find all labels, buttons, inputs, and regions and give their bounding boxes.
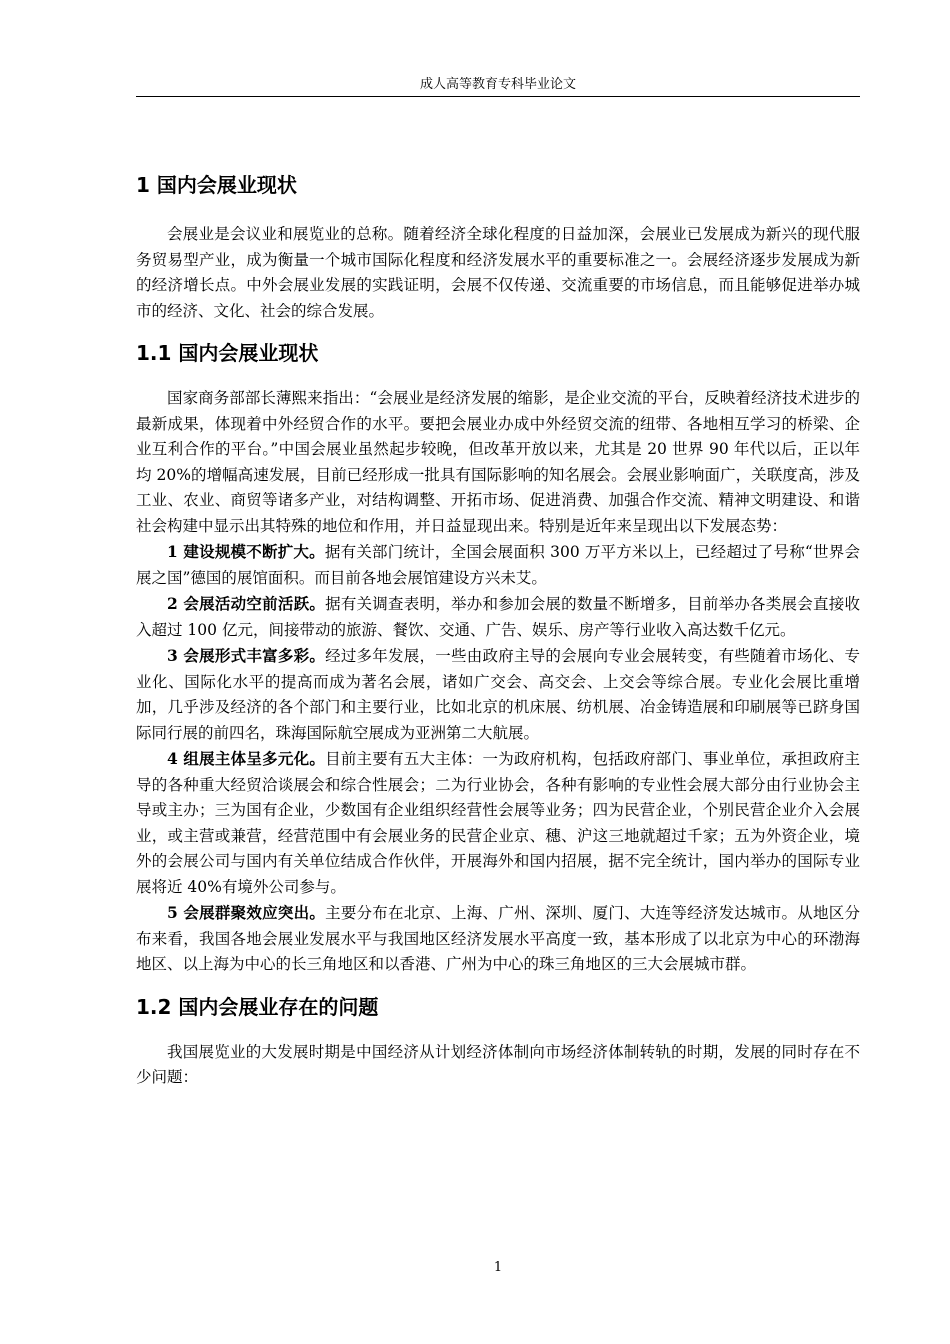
list-item-3-lead: 3 会展形式丰富多彩。	[167, 646, 326, 665]
list-item-1-lead: 1 建设规模不断扩大。	[167, 542, 325, 561]
paragraph-quote: 国家商务部部长薄熙来指出：“会展业是经济发展的缩影，是企业交流的平台，反映着经济技术进步的最新成果，体现着中外经贸合作的水平。要把会展业办成中外经贸交流的纽带、各地相互学习的桥梁、企业互利合作的平台。”中国会展业虽然起步较晚，但改革开放以来，尤其是 20 世界 90 年代以后，正以年均 20%的增幅高速发展，目前已经形成一批具有国际影响的知名展会。会展业影响面广，关联度高，涉及工业、农业、商贸等诸多产业，对结构调整、开拓市场、促进消费、加强合作交流、精神文明建设、和谐社会构建中显示出其特殊的地位和作用，并日益显现出来。特别是近年来呈现出以下发展态势：	[136, 389, 860, 535]
paragraph-intro: 会展业是会议业和展览业的总称。随着经济全球化程度的日益加深，会展业已发展成为新兴的现代服务贸易型产业，成为衡量一个城市国际化程度和经济发展水平的重要标准之一。会展经济逐步发展成为新的经济增长点。中外会展业发展的实践证明，会展不仅传递、交流重要的市场信息，而且能够促进举办城市的经济、文化、社会的综合发展。	[136, 225, 860, 320]
list-item-1-text: 据有关部门统计，全国会展面积 300 万平方米以上，已经超过了号称“世界会展之国”德国的展馆面积。而目前各地会展馆建设方兴未艾。	[136, 543, 860, 587]
list-item-4-text: 目前主要有五大主体：一为政府机构，包括政府部门、事业单位，承担政府主导的各种重大经贸洽谈展会和综合性展会；二为行业协会，各种有影响的专业性会展大部分由行业协会主导或主办；三为国有企业，少数国有企业组织经营性会展等业务；四为民营企业，个别民营企业介入会展业，或主营或兼营，经营范围中有会展业务的民营企业京、穗、沪这三地就超过千家；五为外资企业，境外的会展公司与国内有关单位结成合作伙伴，开展海外和国内招展，据不完全统计，国内举办的国际专业展将近 40%有境外公司参与。	[136, 750, 860, 896]
list-item-4	[136, 746, 860, 900]
list-item-1	[136, 539, 860, 591]
list-item-3	[136, 643, 860, 746]
list-item-3-text: 经过多年发展，一些由政府主导的会展向专业会展转变，有些随着市场化、专业化、国际化水平的提高而成为著名会展，诸如广交会、高交会、上交会等综合展。专业化会展比重增加，几乎涉及经济的各个部门和主要行业，比如北京的机床展、纺机展、冶金铸造展和印刷展等已跻身国际同行展的前四名，珠海国际航空展成为亚洲第二大航展。	[136, 647, 860, 742]
list-item-5-text: 主要分布在北京、上海、广州、深圳、厦门、大连等经济发达城市。从地区分布来看，我国各地会展业发展水平与我国地区经济发展水平高度一致，基本形成了以北京为中心的环渤海地区、以上海为中心的长三角地区和以香港、广州为中心的珠三角地区的三大会展城市群。	[136, 904, 860, 973]
list-item-5	[136, 900, 860, 978]
list-item-4-lead: 4 组展主体呈多元化。	[167, 749, 326, 768]
list-item-2	[136, 591, 860, 643]
list-item-2-lead: 2 会展活动空前活跃。	[167, 594, 326, 613]
page-header: 成人高等教育专科毕业论文	[136, 74, 860, 97]
heading-section-1-1: 1.1 国内会展业现状	[136, 341, 319, 365]
heading-section-1-2: 1.2 国内会展业存在的问题	[136, 994, 379, 1019]
page-body	[136, 168, 860, 1091]
list-item-2-text: 据有关调查表明，举办和参加会展的数量不断增多，目前举办各类展会直接收入超过 100 亿元，间接带动的旅游、餐饮、交通、广告、娱乐、房产等行业收入高达数千亿元。	[136, 595, 860, 639]
paragraph-problems: 我国展览业的大发展时期是中国经济从计划经济体制向市场经济体制转轨的时期，发展的同时存在不少问题：	[136, 1042, 860, 1086]
heading-section-1: 1 国内会展业现状	[136, 173, 297, 197]
page-number: 1	[493, 1260, 503, 1275]
list-item-5-lead: 5 会展群聚效应突出。	[167, 903, 326, 922]
